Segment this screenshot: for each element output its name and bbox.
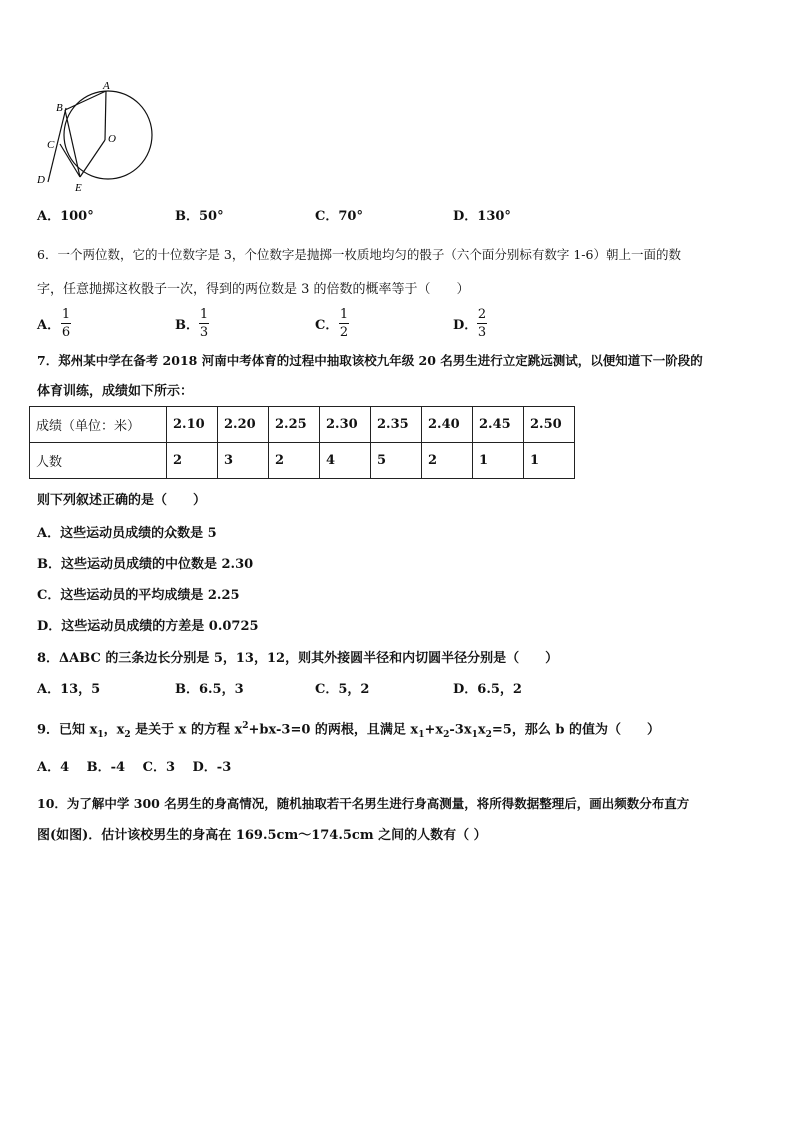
q8-option-c: C．5，2	[315, 682, 370, 697]
label-b: B	[56, 102, 63, 114]
label-o: O	[108, 133, 116, 145]
q9-text: =5，那么 b 的值为（ ）	[491, 722, 660, 738]
q7-option-a: A．这些运动员成绩的众数是 5	[37, 526, 217, 541]
q8-option-d: D．6.5，2	[453, 682, 522, 697]
denominator: 6	[61, 325, 71, 340]
line-ao	[105, 91, 106, 140]
q7-option-c: C．这些运动员的平均成绩是 2.25	[37, 588, 240, 603]
table-cell: 2	[269, 443, 320, 479]
q6-option-b-letter: B．	[175, 318, 199, 333]
q7-option-d: D．这些运动员成绩的方差是 0.0725	[37, 619, 259, 634]
subscript: 2	[124, 729, 131, 740]
denominator: 3	[477, 325, 487, 340]
subscript: 1	[97, 729, 104, 740]
subscript: 2	[485, 729, 492, 740]
q7-stem-line2: 体育训练，成绩如下所示：	[37, 384, 194, 399]
q8-option-b: B．6.5，3	[175, 682, 244, 697]
table-row-scores	[30, 407, 575, 443]
label-d: D	[37, 174, 45, 186]
q7-option-b: B．这些运动员成绩的中位数是 2.30	[37, 557, 254, 572]
table-cell: 2.35	[371, 407, 422, 443]
chord-ba	[65, 91, 106, 110]
q6-stem-line1: 6．一个两位数，它的十位数字是 3，个位数字是抛掷一枚质地均匀的骰子（六个面分别标有数字 1-6）朝上一面的数	[37, 247, 681, 262]
table-header-score: 成绩（单位：米）	[30, 407, 167, 443]
label-e: E	[75, 182, 82, 194]
table-cell: 2.50	[524, 407, 575, 443]
q7-question: 则下列叙述正确的是（ ）	[37, 493, 207, 508]
table-cell: 3	[218, 443, 269, 479]
chord-be	[65, 110, 80, 177]
q6-option-d-letter: D．	[453, 318, 478, 333]
q6-option-b-fraction	[199, 307, 209, 340]
q9-stem	[37, 718, 660, 743]
label-a: A	[103, 80, 110, 92]
q9-text: x	[477, 722, 486, 738]
table-cell: 2.25	[269, 407, 320, 443]
q5-option-b: B．50°	[175, 209, 224, 224]
q6-stem-line2: 字，任意抛掷这枚骰子一次，得到的两位数是 3 的倍数的概率等于（ ）	[37, 282, 470, 297]
table-cell: 2.10	[167, 407, 218, 443]
q6-option-a-letter: A．	[37, 318, 61, 333]
q10-stem-line1: 10．为了解中学 300 名男生的身高情况，随机抽取若干名男生进行身高测量，将所得数据整理后，画出频数分布直方	[37, 796, 690, 811]
q9-text: 是关于 x 的方程 x	[130, 722, 243, 738]
subscript: 1	[471, 729, 478, 740]
q5-option-c: C．70°	[315, 209, 363, 224]
table-cell: 4	[320, 443, 371, 479]
q6-option-c-fraction	[339, 307, 349, 340]
q9-text: 9．已知 x	[37, 722, 98, 738]
q8-stem: 8．ΔABC 的三条边长分别是 5，13，12，则其外接圆半径和内切圆半径分别是（ ）	[37, 651, 559, 666]
q5-option-d: D．130°	[453, 209, 511, 224]
table-cell: 2.20	[218, 407, 269, 443]
chord-ce	[60, 144, 80, 177]
circle-tangent-figure	[30, 78, 155, 196]
table-cell: 2	[167, 443, 218, 479]
q10-stem-line2: 图(如图)．估计该校男生的身高在 169.5cm～174.5cm 之间的人数有（ ）	[37, 828, 487, 843]
q6-option-d-fraction	[477, 307, 487, 340]
numerator: 1	[61, 307, 71, 322]
table-row-counts	[30, 443, 575, 479]
table-cell: 1	[473, 443, 524, 479]
q6-option-c-letter: C．	[315, 318, 339, 333]
label-c: C	[47, 139, 55, 151]
q9-options: A．4 B．-4 C．3 D．-3	[37, 760, 232, 775]
denominator: 3	[199, 325, 209, 340]
q9-text: ，x	[103, 722, 125, 738]
q8-option-a: A．13，5	[37, 682, 101, 697]
line-eo	[80, 140, 105, 177]
table-cell: 2	[422, 443, 473, 479]
q9-text: -3x	[449, 722, 472, 738]
table-header-count: 人数	[30, 443, 167, 479]
q6-option-a-fraction	[61, 307, 71, 340]
q7-score-table	[29, 406, 575, 479]
subscript: 2	[443, 729, 450, 740]
subscript: 1	[418, 729, 425, 740]
numerator: 1	[339, 307, 349, 322]
superscript: 2	[242, 721, 249, 731]
q7-stem-line1: 7．郑州某中学在备考 2018 河南中考体育的过程中抽取该校九年级 20 名男生进行立定跳远测试，以便知道下一阶段的	[37, 353, 703, 368]
q9-text: +bx-3=0 的两根，且满足 x	[248, 722, 419, 738]
denominator: 2	[339, 325, 349, 340]
table-cell: 1	[524, 443, 575, 479]
numerator: 1	[199, 307, 209, 322]
numerator: 2	[477, 307, 487, 322]
q5-option-a: A．100°	[37, 209, 94, 224]
table-cell: 2.45	[473, 407, 524, 443]
table-cell: 2.30	[320, 407, 371, 443]
q9-text: +x	[424, 722, 444, 738]
table-cell: 2.40	[422, 407, 473, 443]
table-cell: 5	[371, 443, 422, 479]
